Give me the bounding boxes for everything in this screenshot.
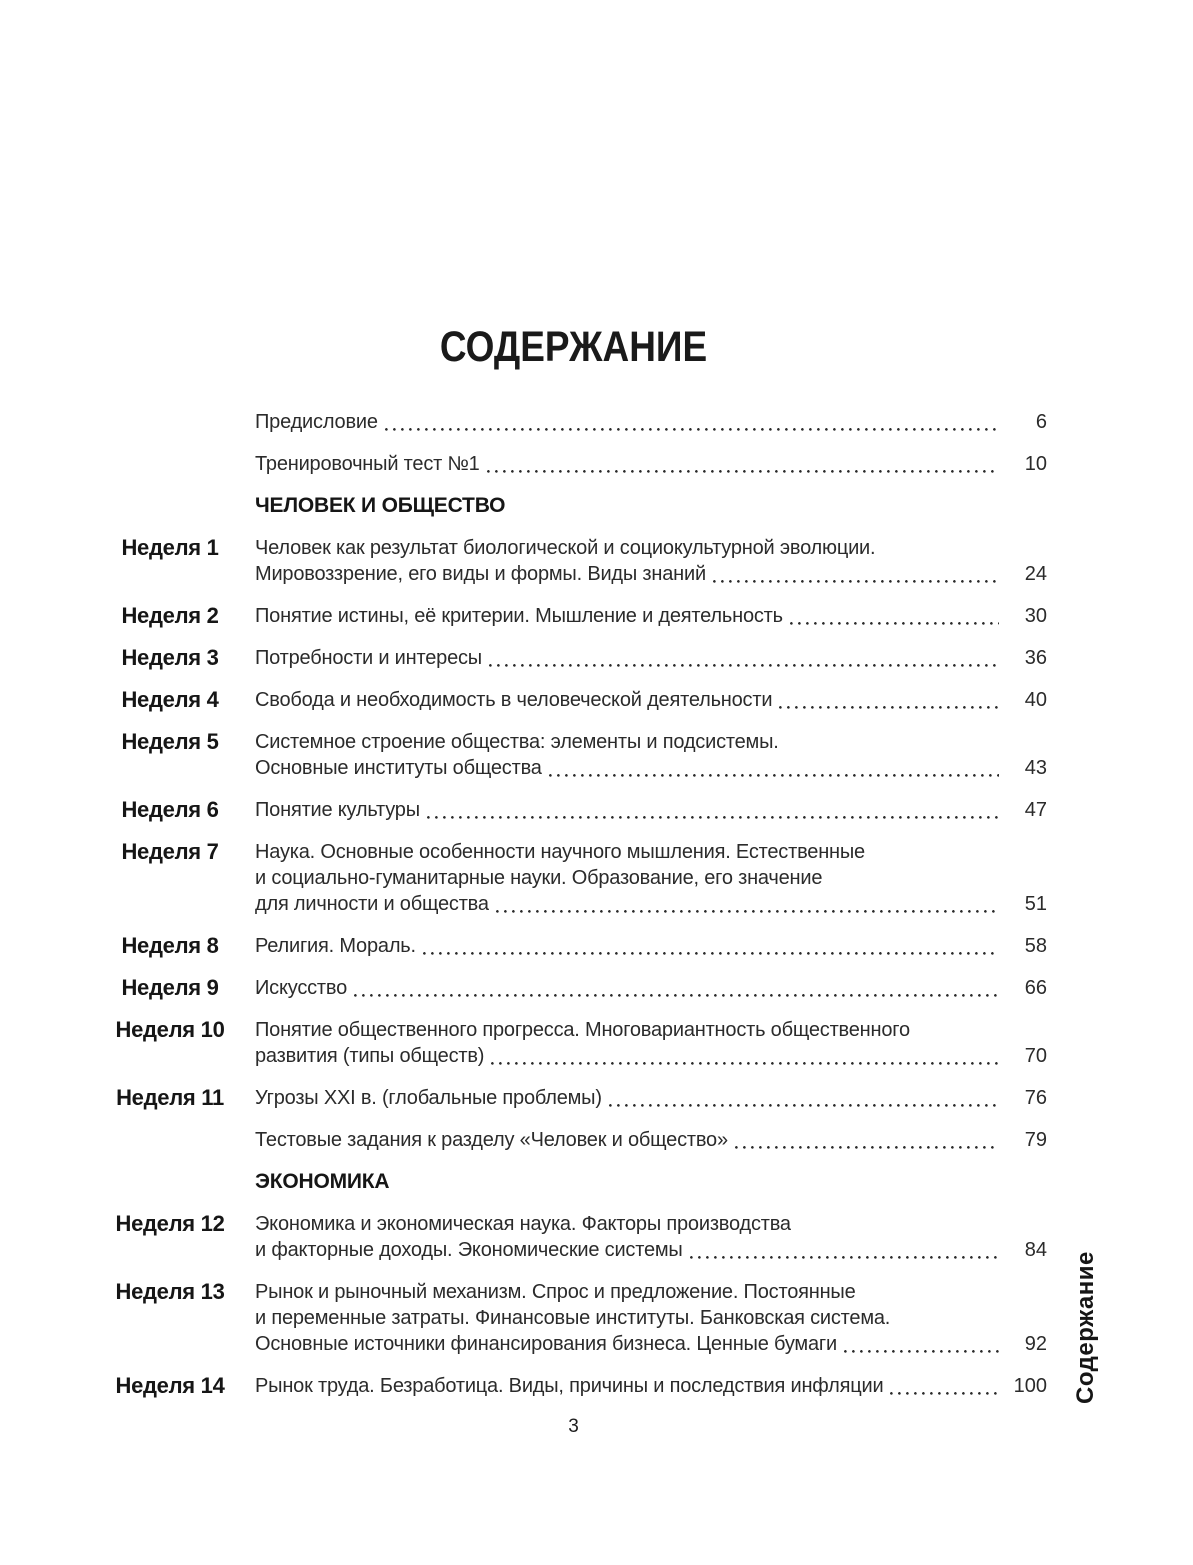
entry-text: Предисловие xyxy=(255,411,378,433)
entry-page-number: 47 xyxy=(1024,799,1047,821)
section-title: ЭКОНОМИКА xyxy=(255,1170,390,1193)
week-label: Неделя 5 xyxy=(121,729,219,754)
entry-text: Религия. Мораль. xyxy=(255,935,416,957)
entry-text: для личности и общества xyxy=(255,893,489,915)
entry-text: и переменные затраты. Финансовые институты. Банковская система. xyxy=(255,1307,891,1329)
entry-page-number: 43 xyxy=(1024,757,1047,779)
entry-text: Угрозы XXI в. (глобальные проблемы) xyxy=(255,1087,602,1109)
dot-leader xyxy=(385,428,999,431)
entry-page-number: 51 xyxy=(1024,893,1047,915)
entry-page-number: 100 xyxy=(1013,1375,1047,1397)
toc-entry xyxy=(100,409,1047,435)
week-label: Неделя 14 xyxy=(115,1373,225,1398)
toc-entry xyxy=(100,687,1047,713)
entry-text: Наука. Основные особенности научного мышления. Естественные xyxy=(255,841,865,863)
entry-text: Понятие общественного прогресса. Многовариантность общественного xyxy=(255,1019,910,1041)
entry-text: Понятие культуры xyxy=(255,799,420,821)
entry-page-number: 76 xyxy=(1024,1087,1047,1109)
dot-leader xyxy=(549,774,999,777)
week-label xyxy=(100,451,240,477)
side-tab-label: Содержание xyxy=(1072,1251,1099,1404)
entry-page-number: 70 xyxy=(1024,1045,1047,1067)
section-title: ЧЕЛОВЕК И ОБЩЕСТВО xyxy=(255,494,506,517)
dot-leader xyxy=(489,664,999,667)
week-label: Неделя 13 xyxy=(115,1279,225,1304)
entry-page-number: 58 xyxy=(1024,935,1047,957)
toc-entry xyxy=(100,797,1047,823)
dot-leader xyxy=(487,470,999,473)
dot-leader xyxy=(890,1392,999,1395)
entry-text: Системное строение общества: элементы и подсистемы. xyxy=(255,731,779,753)
dot-leader xyxy=(491,1062,999,1065)
entry-text: Потребности и интересы xyxy=(255,647,482,669)
entry-text: Основные источники финансирования бизнеса. Ценные бумаги xyxy=(255,1333,837,1355)
toc-section-header xyxy=(100,493,1047,519)
entry-text: развития (типы обществ) xyxy=(255,1045,485,1067)
dot-leader xyxy=(423,952,999,955)
toc-entry xyxy=(100,1017,1047,1069)
week-label: Неделя 10 xyxy=(115,1017,225,1042)
entry-page-number: 30 xyxy=(1024,605,1047,627)
toc-entry xyxy=(100,729,1047,781)
entry-text: и факторные доходы. Экономические системы xyxy=(255,1239,683,1261)
entry-page-number: 24 xyxy=(1024,563,1047,585)
entry-text: Рынок и рыночный механизм. Спрос и предложение. Постоянные xyxy=(255,1281,856,1303)
toc-entry xyxy=(100,1279,1047,1357)
toc-entry xyxy=(100,933,1047,959)
dot-leader xyxy=(427,816,999,819)
week-label: Неделя 9 xyxy=(121,975,219,1000)
page-title: СОДЕРЖАНИЕ xyxy=(439,323,708,371)
entry-text: Мировоззрение, его виды и формы. Виды знаний xyxy=(255,563,706,585)
week-label xyxy=(100,1127,240,1153)
entry-page-number: 40 xyxy=(1024,689,1047,711)
week-label: Неделя 1 xyxy=(121,535,219,560)
entry-page-number: 36 xyxy=(1024,647,1047,669)
toc-entry xyxy=(100,535,1047,587)
week-label: Неделя 7 xyxy=(121,839,219,864)
entry-text: Свобода и необходимость в человеческой деятельности xyxy=(255,689,773,711)
week-label: Неделя 3 xyxy=(121,645,219,670)
entry-text: Искусство xyxy=(255,977,348,999)
dot-leader xyxy=(779,706,999,709)
entry-text: Человек как результат биологической и социокультурной эволюции. xyxy=(255,537,876,559)
entry-text: Экономика и экономическая наука. Факторы производства xyxy=(255,1213,791,1235)
entry-page-number: 92 xyxy=(1024,1333,1047,1355)
toc-entry xyxy=(100,975,1047,1001)
dot-leader xyxy=(790,622,999,625)
toc-entry xyxy=(100,451,1047,477)
toc-entry xyxy=(100,645,1047,671)
toc-entry xyxy=(100,603,1047,629)
toc-entry xyxy=(100,1085,1047,1111)
week-label: Неделя 2 xyxy=(121,603,219,628)
toc-section-header xyxy=(100,1169,1047,1195)
footer-page-number: 3 xyxy=(568,1416,579,1437)
dot-leader xyxy=(496,910,999,913)
entry-page-number: 84 xyxy=(1024,1239,1047,1261)
dot-leader xyxy=(354,994,999,997)
entry-text: Основные институты общества xyxy=(255,757,542,779)
dot-leader xyxy=(713,580,999,583)
entry-page-number: 6 xyxy=(1035,411,1047,433)
entry-page-number: 79 xyxy=(1024,1129,1047,1151)
toc-entry xyxy=(100,1127,1047,1153)
dot-leader xyxy=(609,1104,999,1107)
entry-text: Тестовые задания к разделу «Человек и общество» xyxy=(255,1129,728,1151)
week-label: Неделя 11 xyxy=(116,1085,224,1110)
toc-entry xyxy=(100,1373,1047,1399)
week-label: Неделя 8 xyxy=(121,933,219,958)
week-label: Неделя 6 xyxy=(121,797,219,822)
toc-entry xyxy=(100,1211,1047,1263)
toc-entry xyxy=(100,839,1047,917)
entry-text: Понятие истины, её критерии. Мышление и деятельность xyxy=(255,605,783,627)
dot-leader xyxy=(844,1350,999,1353)
week-label: Неделя 12 xyxy=(115,1211,225,1236)
dot-leader xyxy=(735,1146,999,1149)
entry-text: Тренировочный тест №1 xyxy=(255,453,480,475)
entry-text: Рынок труда. Безработица. Виды, причины и последствия инфляции xyxy=(255,1375,884,1397)
entry-page-number: 66 xyxy=(1024,977,1047,999)
entry-page-number: 10 xyxy=(1024,453,1047,475)
entry-text: и социально-гуманитарные науки. Образование, его значение xyxy=(255,867,823,889)
week-label: Неделя 4 xyxy=(121,687,219,712)
week-label xyxy=(100,409,240,435)
dot-leader xyxy=(690,1256,999,1259)
